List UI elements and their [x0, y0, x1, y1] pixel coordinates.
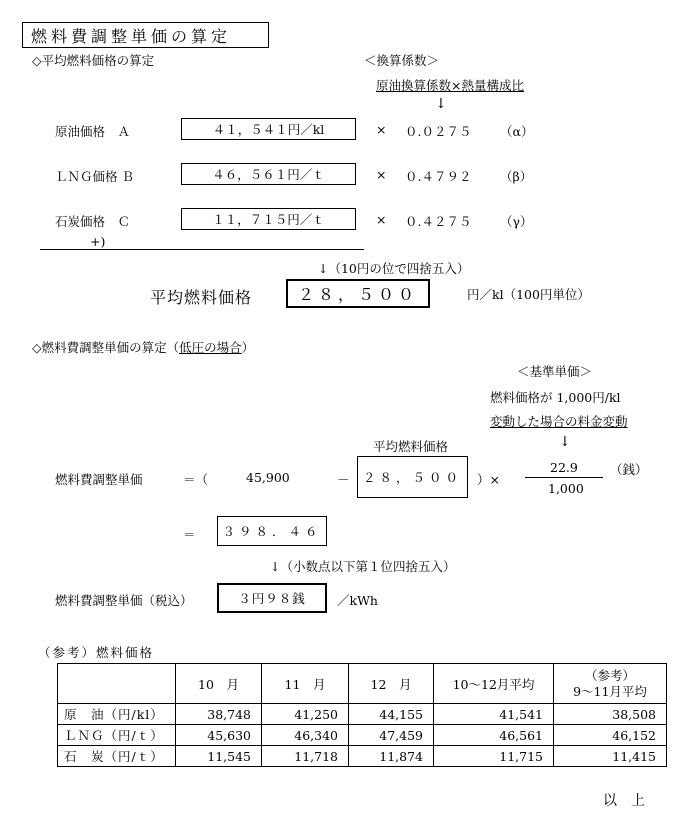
- avg-fuel-unit: 円／kl（100円単位）: [467, 287, 590, 302]
- base-price: 45,900: [246, 470, 290, 485]
- lng-times: ×: [376, 167, 387, 182]
- calc-minus: －: [337, 472, 350, 487]
- result-value: ３９８．４６: [222, 524, 322, 539]
- table-cell: 11,718: [262, 746, 349, 767]
- table-corner: [58, 664, 176, 704]
- crude-price-box: [181, 118, 356, 140]
- coal-price: １１，７１５円／ｔ: [212, 212, 325, 227]
- base-header: ＜基準単価＞: [517, 364, 593, 379]
- round-note-2: ↓（小数点以下第１位四捨五入）: [270, 559, 456, 574]
- lng-coef: ０.４７９２: [405, 169, 472, 184]
- section2-heading: [32, 338, 254, 356]
- lng-price-box: [181, 163, 356, 185]
- base-arrow: ↓: [559, 434, 571, 450]
- table-cell: 45,630: [176, 725, 262, 746]
- table-cell: 38,508: [554, 704, 667, 725]
- fraction-numerator: 22.9: [550, 460, 578, 475]
- table-header-row: [58, 664, 667, 704]
- col-header-avg: 10～12月平均: [434, 664, 554, 704]
- table-cell: 11,545: [176, 746, 262, 767]
- row-label-crude: 原 油（円/kl）: [58, 704, 176, 725]
- col-header-ref: （参考）: [584, 667, 635, 683]
- tax-value: ３円９８銭: [238, 591, 306, 606]
- page-title: 燃料費調整単価の算定: [31, 26, 232, 46]
- conv-arrow: ↓: [435, 96, 447, 112]
- crude-times: ×: [376, 122, 387, 137]
- base-line1: 燃料価格が 1,000円/kl: [490, 390, 621, 405]
- calc-avg-box: [357, 456, 468, 498]
- base-line2: 変動した場合の料金変動: [490, 414, 628, 429]
- conv-subheader: 原油換算係数×熱量構成比: [376, 78, 524, 93]
- table-cell: 38,748: [176, 704, 262, 725]
- closing-text: 以 上: [603, 793, 645, 809]
- section2-heading-lowvoltage: 低圧の場合: [179, 340, 242, 355]
- crude-symbol: （α）: [500, 124, 534, 139]
- conv-header: ＜換算係数＞: [364, 53, 440, 68]
- col-header-nov: 11 月: [262, 664, 349, 704]
- tax-label: 燃料費調整単価（税込）: [55, 593, 193, 608]
- table-cell: 46,340: [262, 725, 349, 746]
- fraction-bar: [525, 477, 603, 478]
- lng-label: ＬＮＧ価格 Ｂ: [55, 169, 134, 184]
- coal-symbol: （γ）: [500, 214, 533, 229]
- avg-fuel-value: ２８，５００: [297, 285, 418, 304]
- round-note-1: ↓（10円の位で四捨五入）: [318, 261, 470, 276]
- crude-label: 原油価格 Ａ: [55, 124, 131, 139]
- fraction-denominator: 1,000: [548, 481, 584, 496]
- table-cell: 41,250: [262, 704, 349, 725]
- coal-times: ×: [376, 212, 387, 227]
- table-row: [58, 725, 667, 746]
- table-cell: 46,561: [434, 725, 554, 746]
- crude-coef: ０.０２７５: [405, 124, 472, 139]
- calc-close-times: ）×: [477, 472, 500, 487]
- table-cell: 11,715: [434, 746, 554, 767]
- table-cell: 11,415: [554, 746, 667, 767]
- col-header-ref-avg: [554, 664, 667, 704]
- coal-price-box: [181, 208, 356, 230]
- row-label-lng: ＬＮＧ（円/ｔ）: [58, 725, 176, 746]
- table-cell: 47,459: [349, 725, 434, 746]
- avg-fuel-label: 平均燃料価格: [150, 288, 253, 307]
- coal-coef: ０.４２７５: [405, 214, 472, 229]
- calc-eq2: ＝: [183, 527, 196, 542]
- page-title-box: [22, 22, 269, 48]
- table-cell: 41,541: [434, 704, 554, 725]
- section2-heading-pre: ◇燃料費調整単価の算定（: [32, 340, 180, 355]
- table-cell: 46,152: [554, 725, 667, 746]
- reference-table: [57, 663, 667, 767]
- section1-heading: ◇平均燃料価格の算定: [32, 53, 155, 68]
- plus-mark: +): [90, 234, 106, 249]
- section2-heading-post: ）: [241, 340, 255, 355]
- lng-symbol: （β）: [500, 169, 533, 184]
- table-row: [58, 746, 667, 767]
- calc-avg-value: ２８，５００: [362, 470, 462, 485]
- row-label-coal: 石 炭（円/ｔ）: [58, 746, 176, 767]
- table-cell: 44,155: [349, 704, 434, 725]
- coal-label: 石炭価格 Ｃ: [55, 214, 131, 229]
- reference-heading: （参考）燃料価格: [38, 645, 155, 660]
- avg-small-label: 平均燃料価格: [373, 439, 449, 454]
- calc-open: ＝（: [183, 472, 209, 487]
- table-row: [58, 704, 667, 725]
- calc-label: 燃料費調整単価: [55, 472, 143, 487]
- col-header-ref-period: 9～11月平均: [573, 683, 647, 699]
- lng-price: ４６，５６１円／ｔ: [212, 167, 325, 182]
- sum-line: [40, 249, 364, 250]
- tax-box: [217, 583, 327, 613]
- tax-unit: ／kWh: [337, 593, 378, 608]
- avg-fuel-box: [286, 279, 430, 308]
- crude-price: ４１，５４１円／kl: [212, 122, 325, 137]
- sen-unit: （銭）: [610, 462, 648, 477]
- table-cell: 11,874: [349, 746, 434, 767]
- col-header-dec: 12 月: [349, 664, 434, 704]
- col-header-oct: 10 月: [176, 664, 262, 704]
- result-box: [217, 516, 327, 546]
